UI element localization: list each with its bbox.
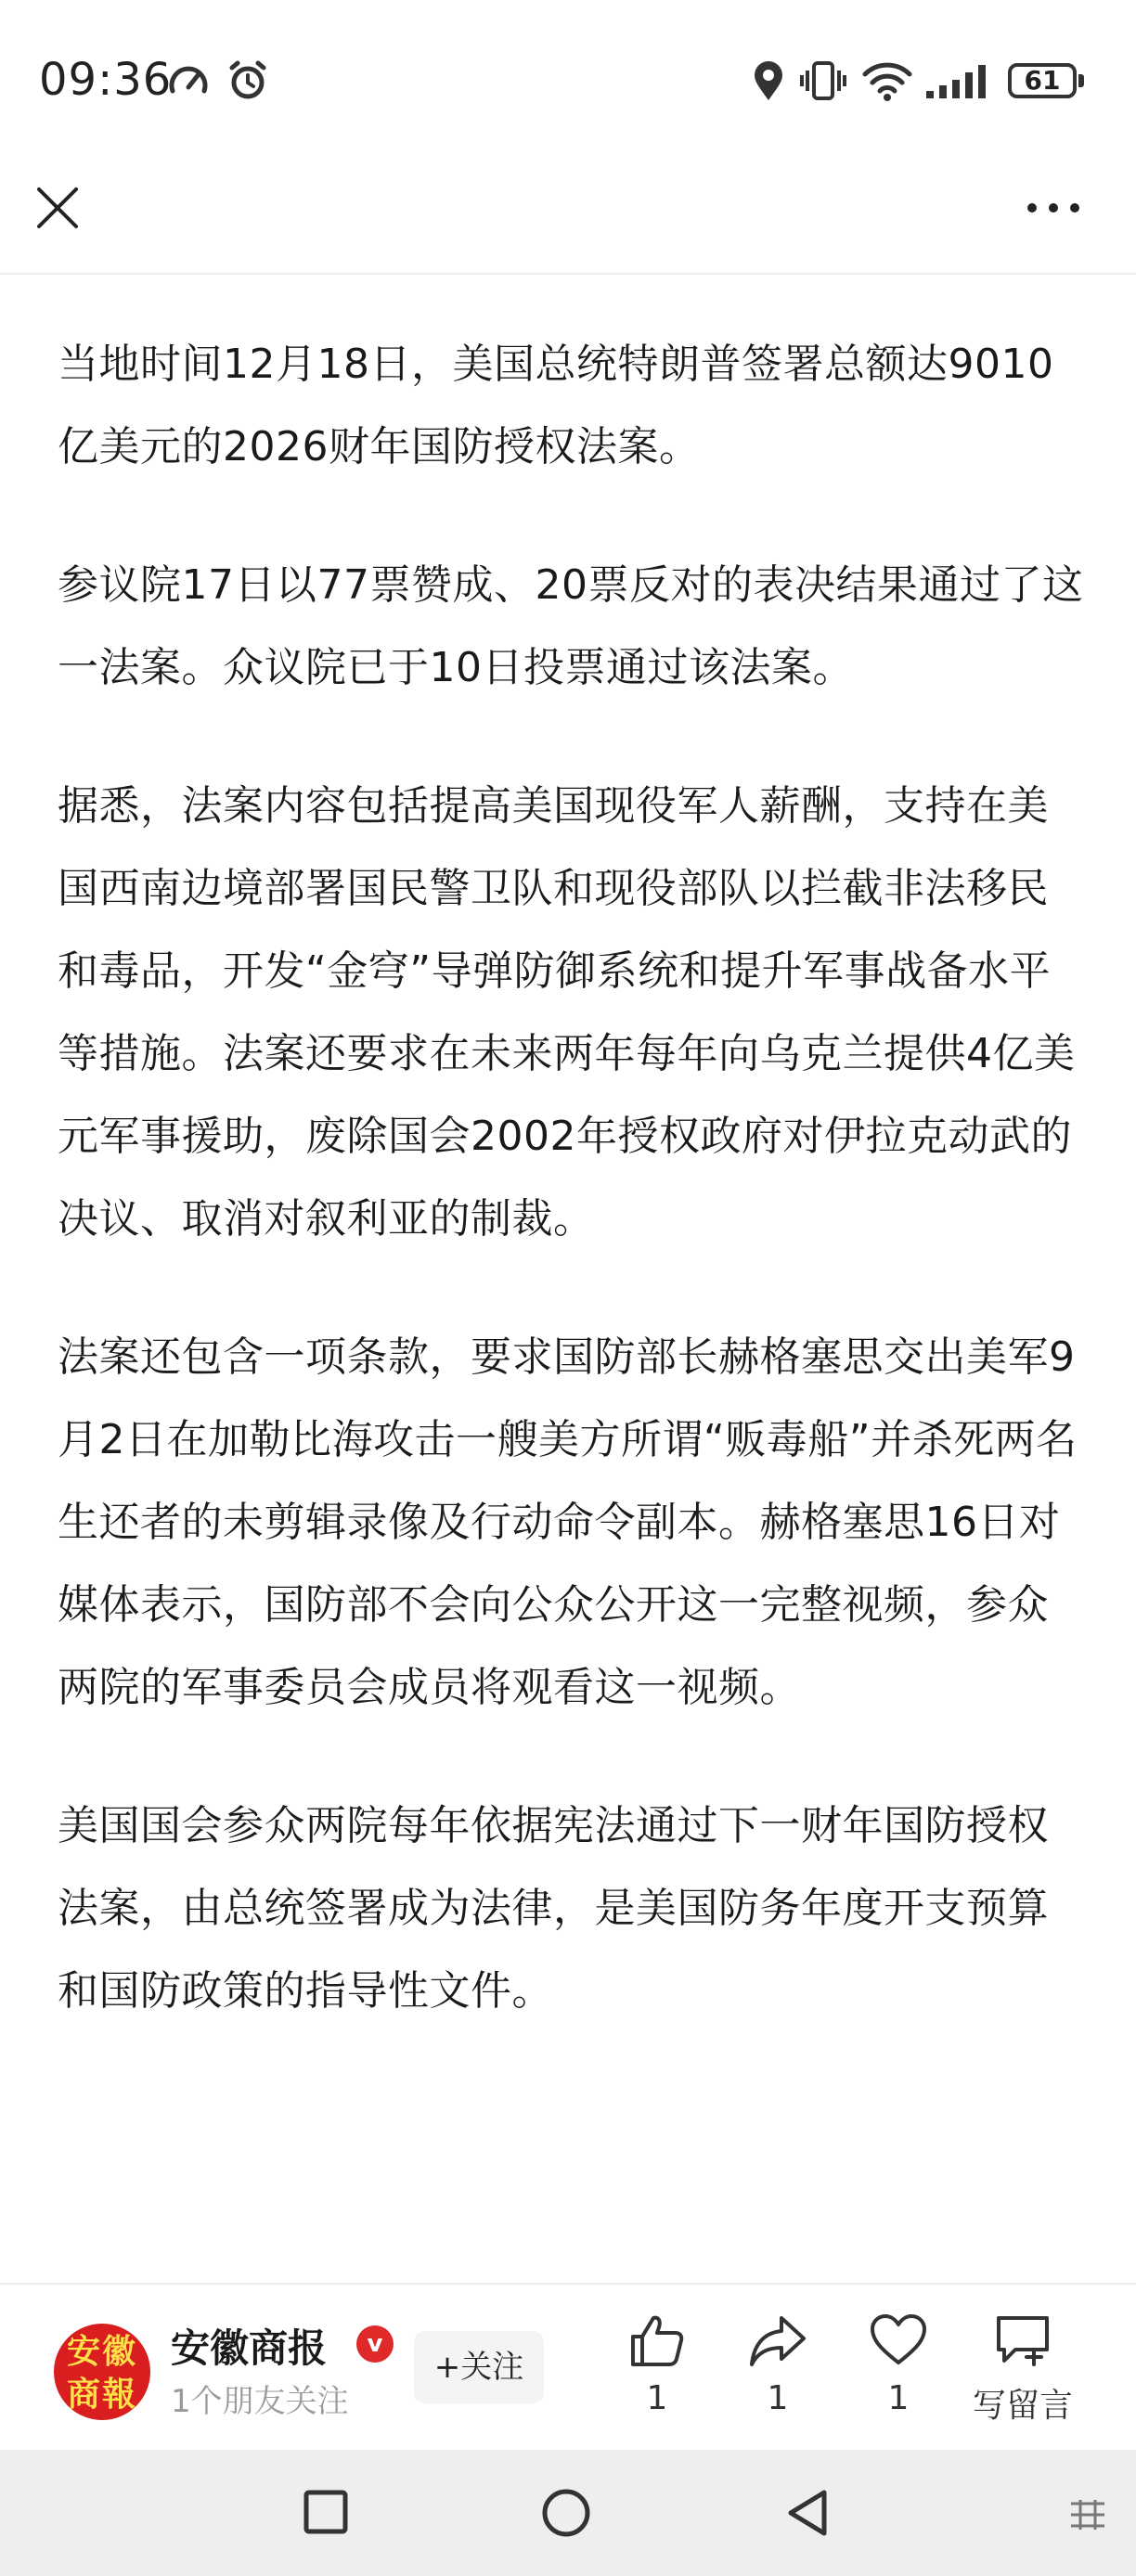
close-icon bbox=[32, 182, 84, 234]
avatar-text-top: 安徽 bbox=[66, 2332, 137, 2371]
heart-icon bbox=[869, 2312, 928, 2368]
status-bar bbox=[0, 0, 1136, 167]
more-icon bbox=[1021, 182, 1086, 234]
bottom-action-bar bbox=[0, 2283, 1136, 2452]
speed-icon bbox=[167, 59, 210, 102]
status-time: 09:36 bbox=[39, 54, 173, 106]
vibrate-icon bbox=[800, 59, 846, 102]
article-body bbox=[58, 323, 1088, 2088]
article-paragraph-4: 法案还包含一项条款，要求国防部长赫格塞思交出美军9月2日在加勒比海攻击一艘美方所谓“贩毒船”并杀死两名生还者的未剪辑录像及行动命令副本。赫格塞思16日对媒体表示，国防部不会向公众公开这一完整视频，参众两院的军事委员会成员将观看这一视频。 bbox=[58, 1333, 1078, 1711]
top-bar bbox=[0, 167, 1136, 275]
favorite-button[interactable] bbox=[843, 2312, 954, 2417]
avatar-text-bottom: 商報 bbox=[66, 2375, 137, 2414]
article-paragraph-1: 当地时间12月18日，美国总统特朗普签署总额达9010亿美元的2026财年国防授权法案。 bbox=[58, 341, 1054, 470]
alarm-icon bbox=[226, 59, 269, 102]
favorite-count: 1 bbox=[887, 2379, 910, 2417]
article-paragraph-2: 参议院17日以77票赞成、20票反对的表决结果通过了这一法案。众议院已于10日投票通过该法案。 bbox=[58, 561, 1084, 691]
battery-level: 61 bbox=[1024, 65, 1061, 96]
share-button[interactable] bbox=[722, 2312, 833, 2417]
share-icon bbox=[748, 2312, 807, 2368]
article-paragraph-5: 美国国会参众两院每年依据宪法通过下一财年国防授权法案，由总统签署成为法律，是美国防务年度开支预算和国防政策的指导性文件。 bbox=[58, 1802, 1049, 2015]
home-icon[interactable] bbox=[540, 2487, 592, 2539]
account-name[interactable]: 安徽商报 bbox=[171, 2325, 328, 2371]
close-button[interactable] bbox=[32, 182, 84, 234]
article-paragraph-3: 据悉，法案内容包括提高美国现役军人薪酬，支持在美国西南边境部署国民警卫队和现役部队以拦截非法移民和毒品，开发“金穹”导弹防御系统和提升军事战备水平等措施。法案还要求在未来两年每年向乌克兰提供4亿美元军事援助，废除国会2002年授权政府对伊拉克动武的决议、取消对叙利亚的制裁。 bbox=[58, 782, 1076, 1243]
recent-apps-icon[interactable] bbox=[303, 2489, 349, 2535]
location-icon bbox=[752, 59, 785, 102]
comment-add-icon bbox=[993, 2312, 1052, 2368]
system-nav-bar bbox=[0, 2450, 1136, 2576]
verified-badge-icon: v bbox=[356, 2325, 394, 2363]
thumbs-up-icon bbox=[627, 2312, 687, 2368]
follow-button[interactable]: +关注 bbox=[414, 2331, 544, 2403]
avatar[interactable] bbox=[54, 2324, 150, 2420]
signal-icon bbox=[924, 59, 995, 102]
comment-label: 写留言 bbox=[972, 2387, 1073, 2425]
like-button[interactable] bbox=[601, 2312, 713, 2417]
follower-info: 1个朋友关注 bbox=[171, 2383, 349, 2420]
wifi-icon bbox=[861, 59, 913, 102]
battery-indicator bbox=[1008, 63, 1077, 98]
keyboard-icon[interactable] bbox=[1067, 2496, 1108, 2533]
avatar-logo-text bbox=[54, 2333, 150, 2413]
comment-button[interactable] bbox=[969, 2312, 1077, 2427]
share-count: 1 bbox=[767, 2379, 789, 2417]
like-count: 1 bbox=[646, 2379, 668, 2417]
more-button[interactable] bbox=[1021, 182, 1086, 234]
back-icon[interactable] bbox=[781, 2487, 833, 2539]
